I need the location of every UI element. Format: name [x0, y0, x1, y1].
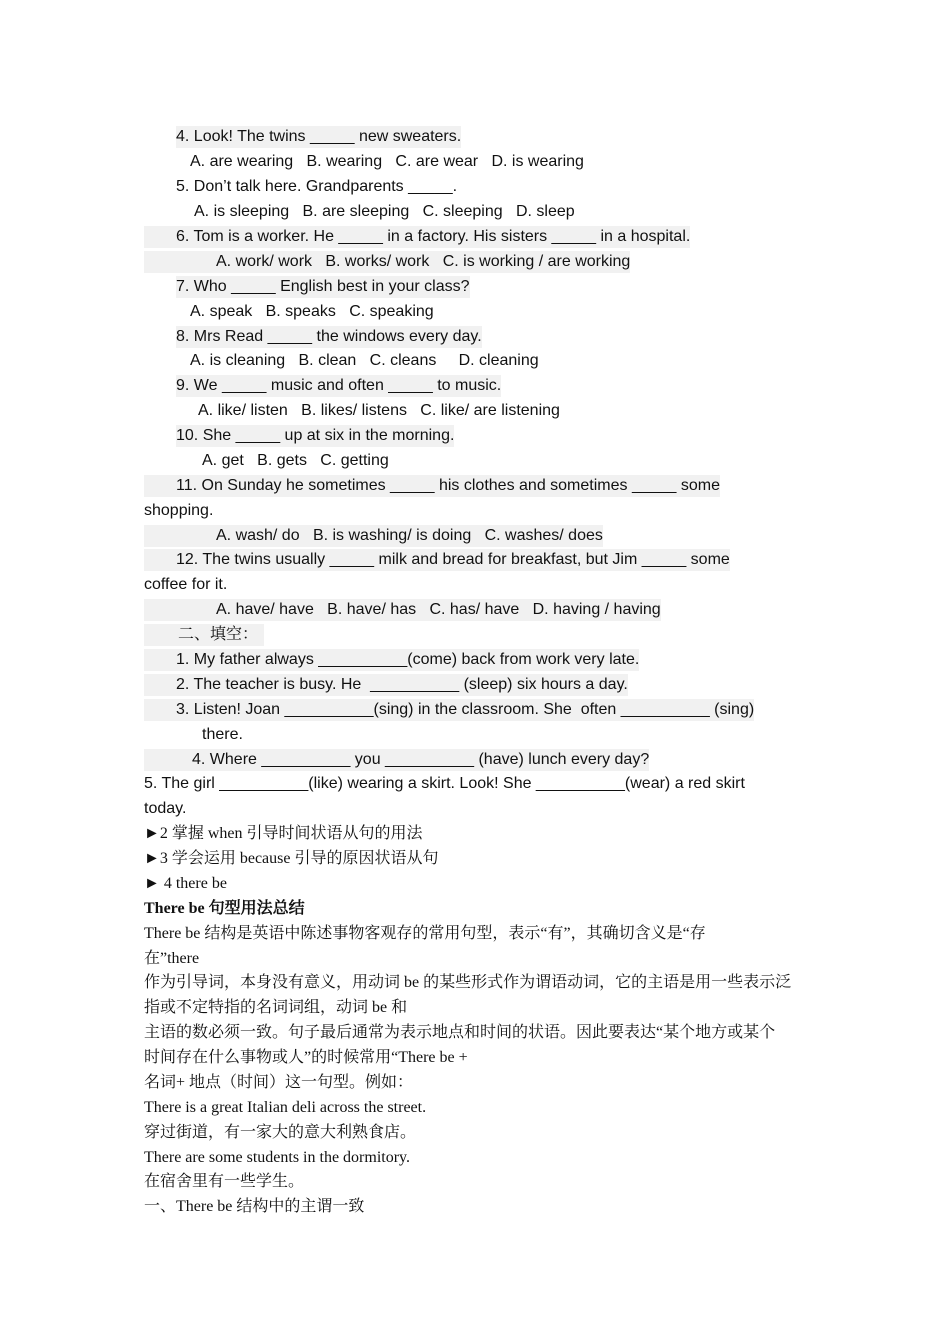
fill-in-1: 1. My father always __________(come) back from work very late. — [144, 649, 639, 671]
subsection-heading: 一、There be 结构中的主谓一致 — [144, 1198, 365, 1215]
fill-in-3: 3. Listen! Joan __________(sing) in the classroom. She often __________ (sing) — [144, 699, 754, 721]
paragraph-line: 指或不定特指的名词词组，动词 be 和 — [144, 999, 408, 1016]
bullet-item: ►3 学会运用 because 引导的原因状语从句 — [144, 850, 439, 867]
example-translation: 在宿舍里有一些学生。 — [144, 1173, 305, 1190]
question-12: 12. The twins usually _____ milk and bread for breakfast, but Jim _____ some — [144, 549, 730, 571]
bullet-item: ►2 掌握 when 引导时间状语从句的用法 — [144, 825, 423, 842]
question-4-options: A. are wearing B. wearing C. are wear D. is wearing — [190, 153, 584, 170]
question-8-options: A. is cleaning B. clean C. cleans D. cleaning — [190, 352, 539, 369]
fill-in-2: 2. The teacher is busy. He __________ (sleep) six hours a day. — [144, 674, 628, 696]
fill-in-4: 4. Where __________ you __________ (have) lunch every day? — [144, 749, 649, 771]
bullet-item: ► 4 there be — [144, 875, 227, 892]
paragraph-line: 在”there — [144, 950, 200, 967]
fill-in-heading: 二、填空： — [144, 624, 264, 646]
fill-in-3-continuation: there. — [202, 726, 243, 743]
example-sentence: There are some students in the dormitory. — [144, 1149, 410, 1166]
question-11-options: A. wash/ do B. is washing/ is doing C. washes/ does — [144, 525, 603, 547]
question-9: 9. We _____ music and often _____ to music. — [176, 375, 501, 397]
question-10-options: A. get B. gets C. getting — [202, 452, 389, 469]
paragraph-line: There be 结构是英语中陈述事物客观存的常用句型，表示“有”，其确切含义是“存 — [144, 925, 706, 942]
paragraph-line: 时间存在什么事物或人”的时候常用“There be + — [144, 1049, 468, 1066]
question-7: 7. Who _____ English best in your class? — [176, 276, 470, 298]
question-6: 6. Tom is a worker. He _____ in a factory. His sisters _____ in a hospital. — [144, 226, 690, 248]
question-12-continuation: coffee for it. — [144, 576, 228, 593]
question-5-options: A. is sleeping B. are sleeping C. sleeping D. sleep — [194, 203, 575, 220]
question-10: 10. She _____ up at six in the morning. — [176, 425, 454, 447]
question-12-options: A. have/ have B. have/ has C. has/ have D. having / having — [144, 599, 661, 621]
paragraph-line: 名词+ 地点（时间）这一句型。例如： — [144, 1074, 414, 1091]
example-sentence: There is a great Italian deli across the street. — [144, 1099, 427, 1116]
example-translation: 穿过街道，有一家大的意大利熟食店。 — [144, 1124, 417, 1141]
fill-in-5-continuation: today. — [144, 800, 187, 817]
fill-in-5: 5. The girl __________(like) wearing a skirt. Look! She __________(wear) a red skirt — [144, 775, 745, 792]
question-7-options: A. speak B. speaks C. speaking — [190, 303, 434, 320]
paragraph-line: 作为引导词，本身没有意义，用动词 be 的某些形式作为谓语动词，它的主语是用一些表示泛 — [144, 974, 792, 991]
paragraph-line: 主语的数必须一致。句子最后通常为表示地点和时间的状语。因此要表达“某个地方或某个 — [144, 1024, 776, 1041]
section-title: There be 句型用法总结 — [144, 900, 305, 917]
question-8: 8. Mrs Read _____ the windows every day. — [176, 326, 482, 348]
question-6-options: A. work/ work B. works/ work C. is working / are working — [144, 251, 630, 273]
question-4: 4. Look! The twins _____ new sweaters. — [176, 126, 461, 148]
question-9-options: A. like/ listen B. likes/ listens C. like/ are listening — [198, 402, 560, 419]
question-5: 5. Don’t talk here. Grandparents _____. — [176, 178, 458, 195]
question-11-continuation: shopping. — [144, 502, 214, 519]
question-11: 11. On Sunday he sometimes _____ his clothes and sometimes _____ some — [144, 475, 720, 497]
